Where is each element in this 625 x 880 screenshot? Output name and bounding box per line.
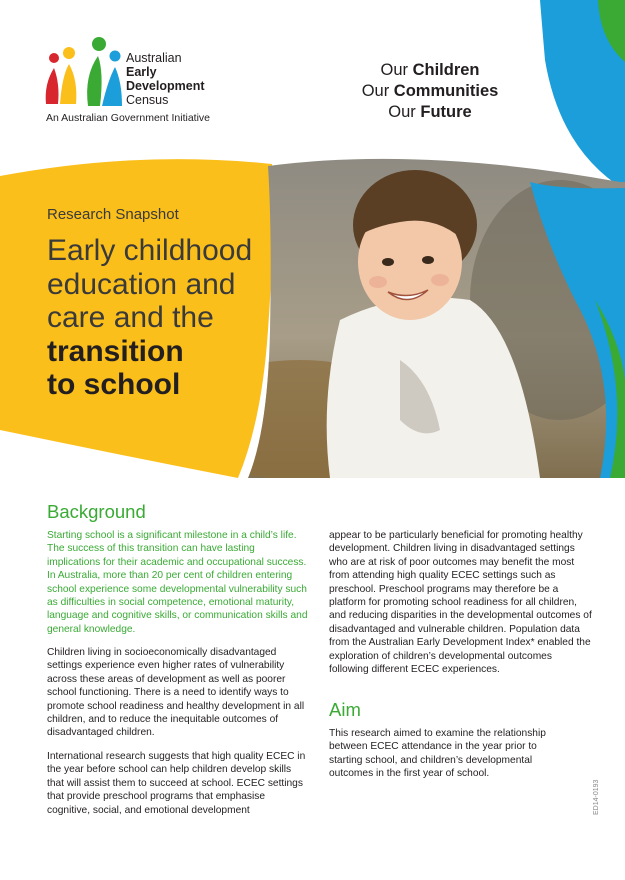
document-number: ED14-0193 (593, 779, 600, 815)
hero-title: Early childhood education and care and the transition to school (47, 234, 253, 401)
background-paragraph-2: Children living in socioeconomically disadvantaged settings experience even higher rates of vulnerability across these areas of development as well as poorer school functioning. There is a need to identify ways to promote school readiness and healthy development in all children, and to reduce the inequitable outcomes of disadvantaged children. (47, 647, 305, 739)
logo-line-3: Development (126, 79, 205, 93)
logo-figures-icon (42, 36, 124, 110)
tagline-line-1: Our Children (380, 61, 480, 79)
logo-government-initiative: An Australian Government Initiative (46, 112, 211, 124)
aim-heading: Aim (329, 699, 361, 720)
hero-subtitle: Research Snapshot (47, 206, 179, 223)
background-paragraph-3: International research suggests that high quality ECEC in the year before school can help children develop skills that will assist them to succeed at school. ECEC settings that provide preschool programs that emphasise cognitive, social, and emotional development (47, 751, 306, 816)
logo-line-2: Early (126, 65, 157, 79)
tagline (340, 60, 520, 123)
logo-line-1: Australian (126, 51, 182, 65)
background-paragraph-1: Starting school is a significant milestone in a child’s life. The success of this transition can have lasting implications for their academic and occupational success. In Australia, more than 20 per cent of children entering school experience some developmental vulnerability such as difficulties in social competence, emotional maturity, language and cognitive skills, or communication skills and general knowledge. (47, 530, 308, 635)
aedc-logo (42, 36, 232, 126)
background-heading: Background (47, 501, 146, 522)
logo-line-4: Census (126, 93, 169, 107)
tagline-line-3: Our Future (388, 103, 472, 121)
background-paragraph-4: appear to be particularly beneficial for promoting healthy development. Children living in disadvantaged settings who are at risk of poor outcomes may benefit the most from attending high quality ECEC settings such as preschool. Preschool programs may therefore be a platform for promoting school readiness for all children, and reducing disparities in the developmental outcomes of disadvantaged and vulnerable children. Population data from the Australian Early Development Index* enabled the exploration of children’s developmental outcomes following different ECEC experiences. (329, 530, 592, 676)
aim-paragraph: This research aimed to examine the relationship between ECEC attendance in the year prior to starting school, and children’s developmental outcomes in the first year of school. (329, 728, 546, 780)
tagline-line-2: Our Communities (361, 82, 499, 100)
